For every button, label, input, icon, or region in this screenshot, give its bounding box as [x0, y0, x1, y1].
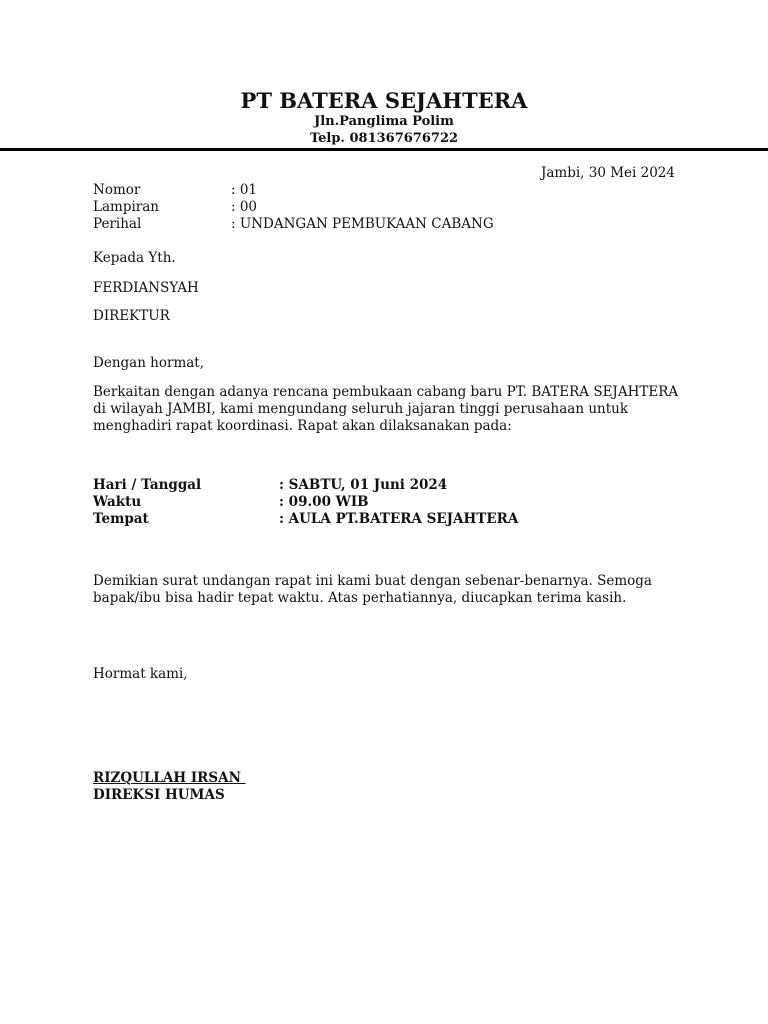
event-label-date: Hari / Tanggal: [93, 477, 202, 493]
meta-value-nomor: : 01: [231, 182, 258, 198]
body-paragraph: Berkaitan dengan adanya rencana pembukaan cabang baru PT. BATERA SEJAHTERA di wilayah JAMBI, kami mengundang seluruh jajaran tinggi perusahaan untuk menghadiri rapat koordinasi. Rapat akan dilaksanakan pada:: [93, 384, 679, 434]
event-value-place: : AULA PT.BATERA SEJAHTERA: [279, 511, 519, 527]
company-phone: Telp. 081367676722: [309, 131, 459, 146]
event-value-time: : 09.00 WIB: [279, 494, 369, 510]
event-label-place: Tempat: [93, 511, 149, 527]
greeting: Dengan hormat,: [93, 355, 205, 371]
recipient-to: Kepada Yth.: [93, 250, 176, 266]
meta-label-perihal: Perihal: [93, 216, 142, 232]
letterhead-divider: [0, 148, 768, 151]
signatory-name: RIZQULLAH IRSAN: [93, 770, 246, 786]
sign-off: Hormat kami,: [93, 666, 188, 682]
letter-date: Jambi, 30 Mei 2024: [540, 165, 675, 181]
meta-value-perihal: : UNDANGAN PEMBUKAAN CABANG: [231, 216, 494, 232]
company-name: PT BATERA SEJAHTERA: [240, 88, 528, 113]
closing-paragraph: Demikian surat undangan rapat ini kami buat dengan sebenar-benarnya. Semoga bapak/ibu bisa hadir tepat waktu. Atas perhatiannya, diucapkan terima kasih.: [93, 573, 652, 606]
signatory-position: DIREKSI HUMAS: [93, 787, 225, 803]
meta-value-lampiran: : 00: [231, 199, 258, 215]
event-value-date: : SABTU, 01 Juni 2024: [279, 477, 448, 493]
recipient-title: DIREKTUR: [93, 308, 170, 324]
company-address: Jln.Panglima Polim: [314, 114, 454, 129]
meta-label-nomor: Nomor: [93, 182, 141, 198]
meta-label-lampiran: Lampiran: [93, 199, 159, 215]
event-label-time: Waktu: [93, 494, 142, 510]
recipient-name: FERDIANSYAH: [93, 280, 199, 296]
